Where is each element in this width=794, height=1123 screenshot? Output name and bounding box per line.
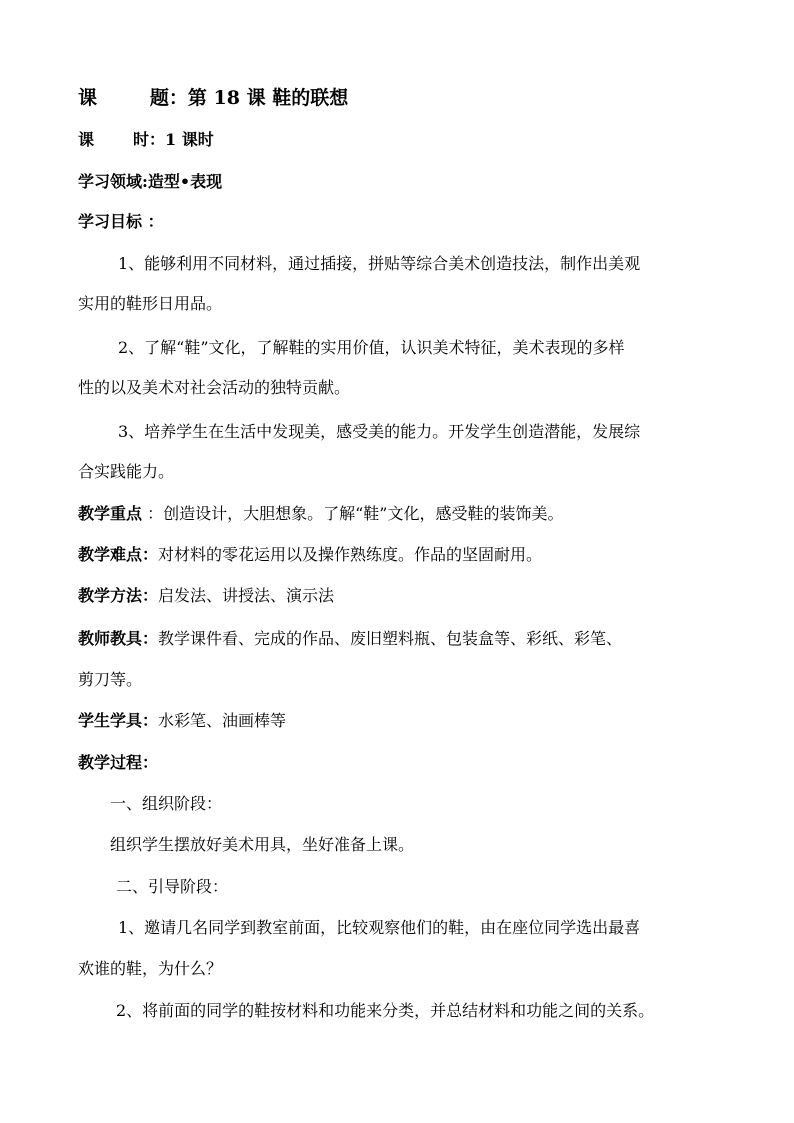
goal-line: 性的以及美术对社会活动的独特贡献。 [78,378,351,397]
teaching-difficulty-value: 对材料的零花运用以及操作熟练度。作品的坚固耐用。 [158,545,543,564]
teaching-key-value: ：创造设计，大胆想象。了解“鞋”文化，感受鞋的装饰美。 [142,504,564,523]
goal-line: 实用的鞋形日用品。 [78,294,223,313]
student-tools-value: 水彩笔、油画棒等 [158,711,287,730]
teacher-tools-continued: 剪刀等。 [78,670,143,689]
teacher-tools [78,629,622,649]
learning-domain-label: 学习领域 [78,172,143,191]
lesson-title-value: 第 18 课 鞋的联想 [187,87,349,109]
learning-domain [78,172,222,192]
lesson-period [78,130,214,150]
teaching-key-point [78,504,563,524]
lesson-title-label: 课 题： [78,87,188,109]
learning-goals-heading: 学习目标 ： [78,212,164,231]
stage-two-title: 二、引导阶段： [116,877,229,896]
teaching-method-label: 教学方法： [78,586,159,605]
teaching-key-label: 教学重点 [78,504,143,523]
stage-two-item: 2、将前面的同学的鞋按材料和功能来分类，并总结材料和功能之间的关系。 [116,1001,655,1020]
lesson-period-label: 课 时： [78,130,165,149]
stage-one-title: 一、组织阶段： [110,794,223,813]
stage-one-text: 组织学生摆放好美术用具，坐好准备上课。 [110,835,415,854]
goal-line: 2、了解“鞋”文化，了解鞋的实用价值，认识美术特征，美术表现的多样 [118,338,625,357]
teacher-tools-value: 教学课件看、完成的作品、废旧塑料瓶、包装盒等、彩纸、彩笔、 [158,629,623,648]
goal-line: 3、培养学生在生活中发现美，感受美的能力。开发学生创造潜能，发展综 [118,422,641,441]
teaching-process-heading: 教学过程： [78,753,159,772]
learning-domain-value: :造型•表现 [142,172,223,191]
stage-two-item: 欢谁的鞋，为什么？ [78,959,223,978]
student-tools [78,711,286,731]
teaching-method-value: 启发法、讲授法、演示法 [158,586,335,605]
stage-two-item: 1、邀请几名同学到教室前面，比较观察他们的鞋，由在座位同学选出最喜 [118,918,641,937]
teaching-method [78,586,334,606]
teaching-difficulty-label: 教学难点： [78,545,159,564]
teacher-tools-label: 教师教具： [78,629,159,648]
teaching-difficulty [78,545,542,565]
goal-line: 1、能够利用不同材料，通过插接，拼贴等综合美术创造技法，制作出美观 [118,254,641,273]
lesson-period-value: 1 课时 [165,130,214,149]
goal-line: 合实践能力。 [78,462,175,481]
student-tools-label: 学生学具： [78,711,159,730]
lesson-title [78,86,348,110]
